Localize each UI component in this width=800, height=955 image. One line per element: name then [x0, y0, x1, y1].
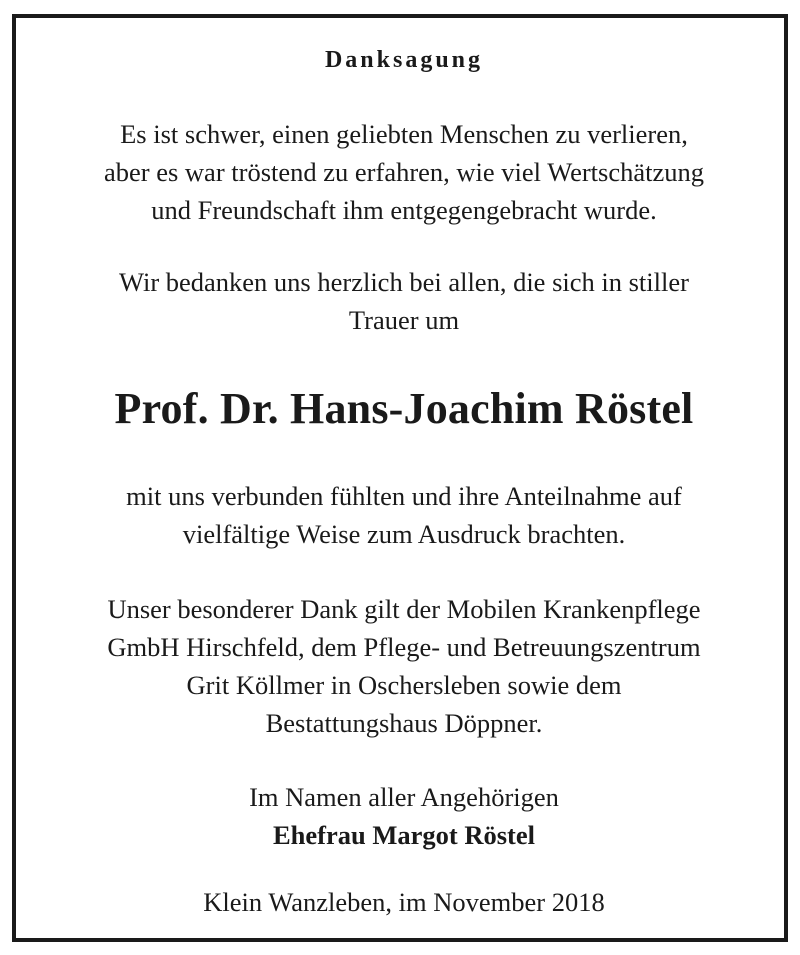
para4-line1: Unser besonderer Dank gilt der Mobilen Krankenpflege	[107, 594, 701, 624]
para1-line3: und Freundschaft ihm entgegengebracht wurde.	[151, 195, 657, 225]
signature-intro: Im Namen aller Angehörigen	[249, 782, 559, 812]
para1-line2: aber es war tröstend zu erfahren, wie viel Wertschätzung	[104, 157, 704, 187]
para2-line2: Trauer um	[348, 305, 460, 335]
para1-line1: Es ist schwer, einen geliebten Menschen zu verlieren,	[120, 119, 688, 149]
para3-line1: mit uns verbunden fühlten und ihre Anteilnahme auf	[126, 481, 682, 511]
place-date: Klein Wanzleben, im November 2018	[203, 887, 605, 917]
signatory: Ehefrau Margot Röstel	[273, 820, 535, 850]
para3-line2: vielfältige Weise zum Ausdruck brachten.	[182, 519, 626, 549]
notice-frame	[12, 14, 788, 942]
para4-line2: GmbH Hirschfeld, dem Pflege- und Betreuungszentrum	[107, 632, 701, 662]
para2-line1: Wir bedanken uns herzlich bei allen, die sich in stiller	[119, 267, 689, 297]
heading: Danksagung	[324, 47, 484, 73]
deceased-name: Prof. Dr. Hans-Joachim Röstel	[114, 384, 694, 433]
para4-line4: Bestattungshaus Döppner.	[265, 708, 543, 738]
para4-line3: Grit Köllmer in Oschersleben sowie dem	[186, 670, 622, 700]
